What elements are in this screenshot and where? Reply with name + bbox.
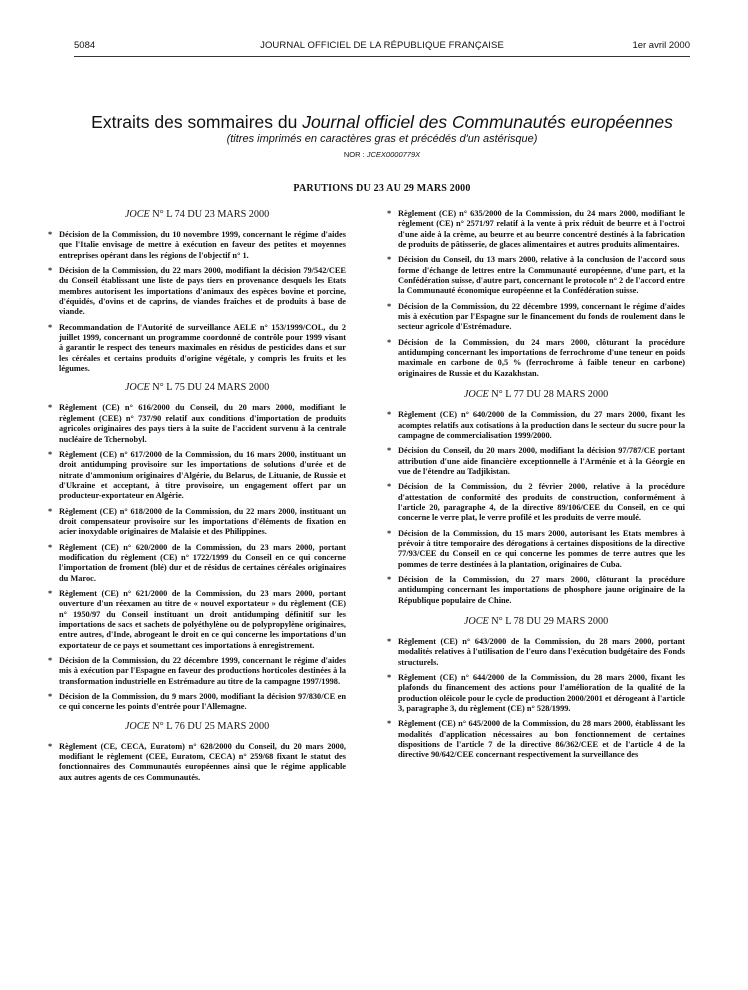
- asterisk-bullet: *: [387, 255, 392, 265]
- journal-abbrev: JOCE: [463, 616, 489, 627]
- entry-text: Règlement (CE) n° 635/2000 de la Commission, du 24 mars 2000, modifiant le règlement (CE) n° 2571/97 relatif à la vente à prix réduit de beurre et à l'octroi d'une aide à la crème, au beurre et au beurre concentré destinés à la fabrication de produits de pâtisserie, de glaces alimentaires et autres produits alimentaires.: [398, 209, 685, 250]
- summary-entry: [48, 323, 346, 375]
- journal-title: JOURNAL OFFICIEL DE LA RÉPUBLIQUE FRANÇAISE: [260, 40, 504, 51]
- summary-entry: [48, 742, 346, 783]
- asterisk-bullet: *: [387, 410, 392, 420]
- parutions-heading: PARUTIONS DU 23 AU 29 MARS 2000: [293, 183, 471, 194]
- entry-text: Décision du Conseil, du 20 mars 2000, modifiant la décision 97/787/CE portant attribution d'une aide financière exceptionnelle à l'Arménie et à la Géorgie en vue de l'étendre au Tadjikistan.: [398, 446, 685, 476]
- issue-date: 1er avril 2000: [632, 40, 690, 51]
- section-heading: [48, 382, 346, 394]
- header-rule: [74, 56, 690, 57]
- page-header: [74, 40, 690, 56]
- nor-label: NOR :: [343, 150, 367, 159]
- issue-reference: N° L 74 DU 23 MARS 2000: [149, 209, 270, 220]
- summary-entry: [387, 673, 685, 714]
- section-heading: [387, 616, 685, 628]
- entry-text: Règlement (CE) n° 640/2000 de la Commission, du 27 mars 2000, fixant les acomptes relatifs aux cotisations à la production dans le secteur du sucre pour la campagne de commercialisation 1999/2000.: [398, 410, 685, 440]
- page-title: [74, 112, 690, 132]
- asterisk-bullet: *: [387, 482, 392, 492]
- page-subtitle: (titres imprimés en caractères gras et précédés d'un astérisque): [226, 133, 538, 145]
- summary-entry: [387, 529, 685, 570]
- summary-entry: [48, 543, 346, 584]
- entry-text: Recommandation de l'Autorité de surveillance AELE n° 153/1999/COL, du 2 juillet 1999, concernant un programme coordonné de contrôle pour 1999 visant à garantir le respect des teneurs maximales en résidus de pesticides dans et sur les céréales et certains produits d'origine végétale, y compris les fruits et les légumes.: [59, 322, 346, 374]
- page-number: 5084: [74, 40, 96, 51]
- journal-abbrev: JOCE: [124, 382, 150, 394]
- asterisk-bullet: *: [48, 542, 53, 552]
- asterisk-bullet: *: [387, 528, 392, 538]
- summary-entry: [387, 302, 685, 333]
- entry-text: Décision de la Commission, du 9 mars 2000, modifiant la décision 97/830/CE en ce qui concerne les points d'entrée pour l'Allemagne.: [59, 692, 346, 712]
- entry-text: Décision de la Commission, du 10 novembre 1999, concernant le régime d'aides que l'Italie envisage de mettre à exécution en faveur des petites et moyennes entreprises opérant dans les régions de l'objectif n° 1.: [59, 230, 346, 260]
- summary-entry: [48, 403, 346, 444]
- entry-text: Décision de la Commission, du 2 février 2000, relative à la procédure d'attestation de conformité des produits de construction, conformément à l'article 20, paragraphe 4, de la directive 89/106/CEE du Conseil, en ce qui concerne le verre plat, le verre profilé et les produits de verre moulé.: [398, 482, 685, 523]
- journal-abbrev: JOCE: [463, 389, 489, 401]
- summary-entry: [48, 507, 346, 538]
- asterisk-bullet: *: [387, 673, 392, 683]
- entry-text: Règlement (CE) n° 621/2000 de la Commission, du 23 mars 2000, portant ouverture d'un réexamen au titre de « nouvel exportateur » du règlement (CE) n° 1950/97 du Conseil instituant un droit antidumping définitif sur les importations de sacs et sachets de polyéthylène ou de polypropylène originaires, entre autres, d'Inde, abrogeant le droit en ce qui concerne les importations d'un exportateur de ce pays et soumettant ces importations à enregistrement.: [59, 588, 346, 650]
- summary-entry: [387, 338, 685, 379]
- entry-text: Règlement (CE) n° 645/2000 de la Commission, du 28 mars 2000, établissant les modalités d'application nécessaires au bon fonctionnement de certaines dispositions de l'article 7 de la directive 86/362/CEE et de l'article 4 de la directive 90/642/CEE concernant respectivement la surveillance des: [398, 719, 685, 760]
- entry-text: Décision de la Commission, du 22 mars 2000, modifiant la décision 79/542/CEE du Conseil établissant une liste de pays tiers en provenance desquels les Etats membres autorisent les importations d'animaux des espèces bovine et porcine, d'équidés, d'ovins et de caprins, de viandes fraîches et de produits à base de viande.: [59, 266, 346, 317]
- entry-text: Décision de la Commission, du 22 décembre 1999, concernant le régime d'aides mis à exécution par l'Espagne sur le financement du fonds de roulement dans le secteur agricole d'Estrémadure.: [398, 301, 685, 332]
- summary-entry: [387, 209, 685, 250]
- entry-text: Règlement (CE) n° 620/2000 de la Commission, du 23 mars 2000, portant modification du règlement (CE) n° 1722/1999 du Conseil en ce qui concerne l'importation de froment (blé) dur et de résidus de certaines céréales originaires du Maroc.: [59, 542, 346, 583]
- entry-text: Décision de la Commission, du 27 mars 2000, clôturant la procédure antidumping concernant les importations de phosphore jaune originaire de la République populaire de Chine.: [398, 574, 685, 605]
- issue-reference: N° L 78 DU 29 MARS 2000: [488, 616, 609, 627]
- asterisk-bullet: *: [48, 506, 53, 516]
- summary-entry: [48, 450, 346, 502]
- section-heading: [48, 209, 346, 221]
- journal-abbrev: JOCE: [124, 720, 150, 732]
- entry-text: Règlement (CE, CECA, Euratom) n° 628/2000 du Conseil, du 20 mars 2000, modifiant le règlement (CEE, Euratom, CECA) n° 259/68 fixant le statut des fonctionnaires des Communautés européennes ainsi que le régime applicable aux autres agents de ces Communautés.: [59, 741, 346, 782]
- asterisk-bullet: *: [387, 301, 392, 311]
- asterisk-bullet: *: [387, 719, 392, 729]
- summary-entry: [48, 692, 346, 713]
- asterisk-bullet: *: [48, 322, 53, 332]
- summary-entry: [387, 482, 685, 523]
- entry-text: Règlement (CE) n° 644/2000 de la Commission, du 28 mars 2000, fixant les plafonds du financement des actions pour l'amélioration de la qualité de la production oléicole pour le cycle de production 2000/2001 et dérogeant à l'article 3, paragraphe 3, du règlement (CE) n° 528/1999.: [398, 673, 685, 714]
- asterisk-bullet: *: [387, 209, 392, 218]
- summary-entry: [387, 719, 685, 760]
- entry-text: Règlement (CE) n° 643/2000 de la Commission, du 28 mars 2000, portant modalités relatives à l'utilisation de l'euro dans l'exécution budgétaire des Fonds structurels.: [398, 637, 685, 667]
- issue-reference: N° L 75 DU 24 MARS 2000: [149, 382, 270, 394]
- left-column: [48, 209, 346, 788]
- summary-entry: [387, 410, 685, 441]
- asterisk-bullet: *: [48, 266, 53, 276]
- asterisk-bullet: *: [48, 588, 53, 598]
- summary-entry: [48, 230, 346, 261]
- asterisk-bullet: *: [48, 692, 53, 702]
- summary-entry: [387, 446, 685, 477]
- summary-entry: [48, 656, 346, 687]
- nor-code: JCEX0000779X: [366, 150, 421, 159]
- asterisk-bullet: *: [48, 741, 53, 751]
- issue-reference: N° L 77 DU 28 MARS 2000: [488, 389, 609, 401]
- entry-text: Règlement (CE) n° 617/2000 de la Commission, du 16 mars 2000, instituant un droit antidumping provisoire sur les importations de solutions d'urée et de nitrate d'ammonium originaires d'Algérie, du Belarus, de Lituanie, de Russie et d'Ukraine et acceptant, à titre provisoire, un engagement offert par un producteur-exportateur en Algérie.: [59, 449, 346, 501]
- right-column: [387, 209, 685, 766]
- issue-reference: N° L 76 DU 25 MARS 2000: [149, 720, 270, 732]
- asterisk-bullet: *: [387, 574, 392, 584]
- title-prefix: Extraits des sommaires du: [91, 112, 303, 132]
- summary-entry: [387, 255, 685, 296]
- asterisk-bullet: *: [48, 449, 53, 459]
- asterisk-bullet: *: [387, 446, 392, 456]
- section-heading: [48, 721, 346, 733]
- nor-reference: [74, 150, 690, 160]
- entry-text: Règlement (CE) n° 618/2000 de la Commission, du 22 mars 2000, instituant un droit compensateur provisoire sur les importations d'éléments de fixation en acier inoxydable originaires de Malaisie et des Philippines.: [59, 506, 346, 537]
- entry-text: Décision de la Commission, du 24 mars 2000, clôturant la procédure antidumping concernant les importations de ferrochrome d'une teneur en poids maximale en carbone de 0,5 % (ferrochrome à faible teneur en carbone) originaires de Russie et du Kazakhstan.: [398, 337, 685, 378]
- asterisk-bullet: *: [48, 403, 53, 413]
- asterisk-bullet: *: [48, 230, 53, 239]
- entry-text: Règlement (CE) n° 616/2000 du Conseil, du 20 mars 2000, modifiant le règlement (CEE) n° 737/90 relatif aux conditions d'importation de produits agricoles originaires des pays tiers à la suite de l'accident survenu à la centrale nucléaire de Tchernobyl.: [59, 403, 346, 444]
- summary-entry: [387, 575, 685, 606]
- asterisk-bullet: *: [48, 656, 53, 666]
- asterisk-bullet: *: [387, 337, 392, 347]
- section-heading: [387, 389, 685, 401]
- entry-text: Décision du Conseil, du 13 mars 2000, relative à la conclusion de l'accord sous forme d'échange de lettres entre la Communauté européenne, d'une part, et la Confédération suisse, d'autre part, concernant le protocole n° 2 de l'accord entre la Communauté économique européenne et la Confédération suisse.: [398, 255, 685, 296]
- summary-entry: [48, 589, 346, 651]
- summary-entry: [48, 266, 346, 318]
- summary-entry: [387, 637, 685, 668]
- asterisk-bullet: *: [387, 637, 392, 646]
- journal-abbrev: JOCE: [124, 209, 150, 220]
- entry-text: Décision de la Commission, du 15 mars 2000, autorisant les Etats membres à prévoir à titre temporaire des dérogations à certaines dispositions de la directive 77/93/CEE du Conseil en ce qui concerne les pommes de terre autres que les pommes de terre destinées à la plantation, originaires de Cuba.: [398, 528, 685, 569]
- entry-text: Décision de la Commission, du 22 décembre 1999, concernant le régime d'aides mis à exécution par l'Espagne en faveur des productions horticoles destinées à la transformation industrielle en Estrémadure au titre de la campagne 1997/1998.: [59, 656, 346, 686]
- title-journal-name: Journal officiel des Communautés européennes: [302, 112, 673, 132]
